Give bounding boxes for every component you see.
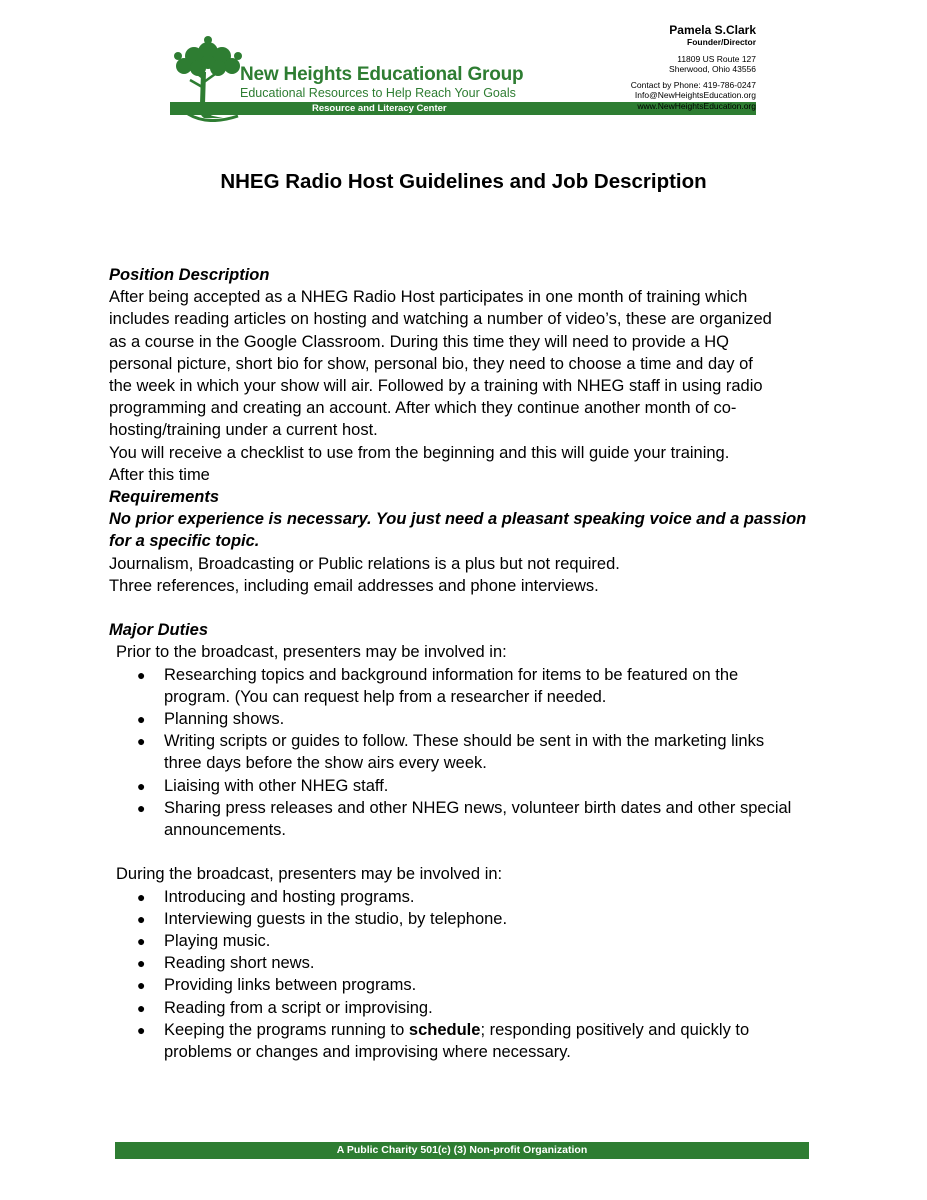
bullet-icon: ●	[137, 933, 146, 950]
contact-address-line2: Sherwood, Ohio 43556	[669, 64, 756, 74]
contact-address-line1: 11809 US Route 127	[677, 53, 756, 64]
list-item: ● Writing scripts or guides to follow. These should be sent in with the marketing links three days before the show airs every week.	[137, 732, 765, 773]
requirements-emphasis: for a specific topic.	[109, 532, 260, 551]
list-item: ● Reading from a script or improvising.	[164, 997, 809, 1019]
position-line: hosting/training under a current host.	[109, 421, 378, 440]
position-line: After being accepted as a NHEG Radio Host participates in one month of training which	[109, 288, 748, 307]
requirements-line: Three references, including email addresses and phone interviews.	[109, 576, 599, 595]
duties-heading: Major Duties	[109, 621, 209, 640]
footer-banner	[115, 1142, 809, 1159]
bullet-icon: ●	[137, 777, 146, 794]
document-title: NHEG Radio Host Guidelines and Job Description	[220, 170, 707, 193]
position-line: You will receive a checklist to use from the beginning and this will guide your training.	[109, 443, 730, 462]
bullet-icon: ●	[137, 711, 146, 728]
list-item: ● Liaising with other NHEG staff.	[164, 775, 809, 797]
bullet-icon: ●	[137, 888, 146, 905]
contact-phone: Contact by Phone: 419-786-0247	[630, 79, 756, 90]
duties-prior-intro: Prior to the broadcast, presenters may be involved in:	[116, 643, 507, 662]
bullet-icon: ●	[137, 910, 146, 927]
bullet-icon: ●	[137, 999, 146, 1016]
position-line: personal picture, short bio for show, personal bio, they need to choose a time and day of	[109, 354, 753, 373]
org-banner-text: Resource and Literacy Center	[312, 103, 447, 114]
list-item: ● Sharing press releases and other NHEG news, volunteer birth dates and other special announcements.	[137, 798, 792, 840]
org-name: New Heights Educational Group	[240, 64, 524, 85]
during-duties-list	[109, 886, 809, 1064]
list-item: ● Introducing and hosting programs.	[164, 886, 809, 908]
position-description	[109, 286, 809, 486]
list-item: ● Researching topics and background information for items to be featured on the program. (You can request help from a researcher if needed.	[137, 665, 739, 706]
contact-name: Pamela S.Clark	[669, 23, 756, 37]
bullet-icon: ●	[137, 666, 146, 683]
position-line: the week in which your show will air. Followed by a training with NHEG staff in using radio	[109, 377, 763, 396]
position-line: After this time	[109, 465, 210, 484]
list-item: ● Playing music.	[164, 930, 809, 952]
bullet-icon: ●	[137, 733, 146, 750]
requirements-emphasis: No prior experience is necessary. You just need a pleasant speaking voice and a passion	[109, 510, 807, 529]
bullet-icon: ●	[137, 955, 146, 972]
contact-block	[631, 24, 756, 111]
duties-during-intro: During the broadcast, presenters may be involved in:	[116, 865, 503, 884]
list-item: ● Interviewing guests in the studio, by telephone.	[164, 908, 809, 930]
bullet-icon: ●	[137, 1021, 146, 1038]
position-heading: Position Description	[109, 266, 270, 284]
list-item: ● Reading short news.	[164, 952, 809, 974]
requirements-line: Journalism, Broadcasting or Public relations is a plus but not required.	[109, 554, 620, 573]
bullet-icon: ●	[137, 799, 146, 816]
position-line: programming and creating an account. After which they continue another month of co-	[109, 399, 737, 418]
contact-email[interactable]: Info@NewHeightsEducation.org	[634, 90, 756, 100]
footer-text: A Public Charity 501(c) (3) Non-profit Organization	[336, 1144, 588, 1156]
document-body	[109, 264, 809, 1063]
list-item: ● Planning shows.	[164, 708, 809, 730]
contact-role: Founder/Director	[687, 37, 756, 47]
schedule-emphasis: schedule	[408, 1020, 481, 1039]
requirements-heading: Requirements	[109, 488, 220, 507]
position-line: includes reading articles on hosting and watching a number of video’s, these are organized	[109, 310, 772, 329]
list-item: ● Providing links between programs.	[164, 974, 809, 996]
org-tagline: Educational Resources to Help Reach Your Goals	[240, 86, 516, 100]
contact-website[interactable]: www.NewHeightsEducation.org	[637, 100, 756, 111]
list-item: ● Keeping the programs running to schedule; responding positively and quickly to problems or changes and improvising where necessary.	[137, 1020, 750, 1062]
position-line: as a course in the Google Classroom. During this time they will need to provide a HQ	[109, 332, 729, 351]
bullet-icon: ●	[137, 977, 146, 994]
prior-duties-list	[109, 664, 809, 842]
